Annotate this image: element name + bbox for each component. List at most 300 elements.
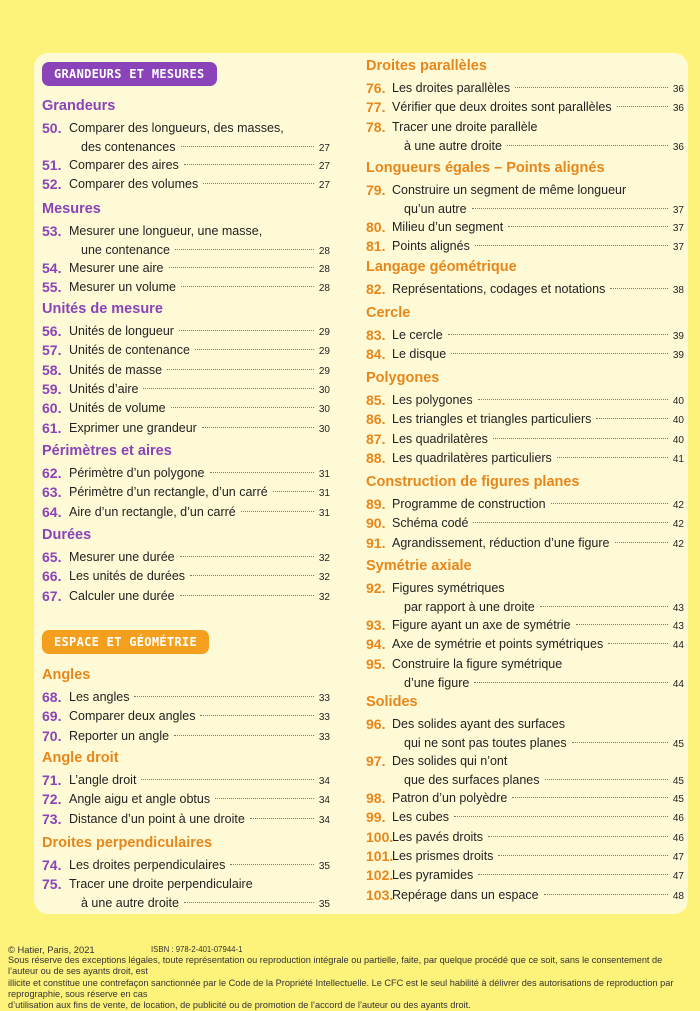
entry-title: Points alignés bbox=[392, 239, 470, 254]
entry-title: L’angle droit bbox=[69, 773, 137, 787]
entry-title: Le cercle bbox=[392, 328, 443, 342]
section-title: Angles bbox=[42, 667, 91, 683]
entry-number: 76. bbox=[366, 80, 386, 96]
page-number: 31 bbox=[318, 488, 330, 500]
entry-title: Schéma codé bbox=[392, 516, 469, 531]
toc-card bbox=[34, 53, 688, 914]
page-number: 34 bbox=[318, 776, 330, 787]
dot-leader bbox=[202, 427, 314, 428]
toc-entry[interactable] bbox=[366, 808, 684, 827]
entry-number: 81. bbox=[366, 238, 386, 255]
page-number: 27 bbox=[318, 180, 330, 192]
page-number: 46 bbox=[672, 813, 684, 825]
page-number: 32 bbox=[318, 591, 330, 603]
entry-title: Les droites parallèles bbox=[392, 81, 511, 95]
toc-entry[interactable] bbox=[366, 886, 684, 905]
dot-leader bbox=[610, 288, 668, 289]
page-number: 32 bbox=[318, 553, 330, 564]
entry-title: Comparer des volumes bbox=[69, 177, 199, 192]
entry-title: Les unités de durées bbox=[69, 569, 186, 584]
toc-entry[interactable] bbox=[366, 715, 684, 753]
toc-entry[interactable] bbox=[366, 345, 684, 364]
entry-title: Axe de symétrie et points symétriques bbox=[392, 637, 604, 652]
toc-entry[interactable] bbox=[366, 579, 684, 617]
toc-entry[interactable] bbox=[366, 218, 684, 237]
entry-number: 74. bbox=[42, 857, 62, 873]
toc-entry[interactable] bbox=[42, 567, 330, 586]
entry-title: Les prismes droits bbox=[392, 848, 494, 863]
toc-entry[interactable] bbox=[366, 237, 684, 256]
entry-number: 83. bbox=[366, 327, 386, 343]
dot-leader bbox=[572, 742, 668, 743]
entry-title: Les pavés droits bbox=[392, 829, 484, 844]
section-title: Polygones bbox=[366, 370, 440, 386]
page-number: 39 bbox=[672, 331, 684, 342]
entry-title: Le disque bbox=[392, 347, 447, 362]
toc-entry[interactable] bbox=[42, 875, 330, 913]
entry-title: Les quadrilatères bbox=[392, 431, 488, 446]
section-title: Durées bbox=[42, 527, 92, 543]
section-title: Solides bbox=[366, 694, 418, 710]
dot-leader bbox=[175, 249, 314, 250]
page-number: 40 bbox=[672, 434, 684, 446]
toc-entry[interactable] bbox=[42, 222, 330, 260]
dot-leader bbox=[615, 542, 668, 543]
entry-number: 69. bbox=[42, 708, 62, 725]
dot-leader bbox=[141, 779, 313, 780]
entry-number: 98. bbox=[366, 790, 386, 806]
page-number: 45 bbox=[672, 739, 684, 750]
entry-title: Unités d’aire bbox=[69, 381, 139, 396]
entry-number: 84. bbox=[366, 346, 386, 363]
page-number: 35 bbox=[318, 899, 330, 911]
entry-number: 87. bbox=[366, 430, 386, 447]
entry-number: 61. bbox=[42, 419, 62, 436]
page-number: 30 bbox=[318, 404, 330, 416]
page-number: 29 bbox=[318, 327, 330, 338]
entry-number: 51. bbox=[42, 157, 62, 173]
toc-entry[interactable] bbox=[366, 616, 684, 635]
entry-number: 53. bbox=[42, 223, 62, 239]
entry-title: Les droites perpendiculaires bbox=[69, 858, 226, 872]
toc-entry[interactable] bbox=[366, 828, 684, 847]
entry-title: Comparer des aires bbox=[69, 158, 179, 172]
dot-leader bbox=[498, 855, 667, 856]
dot-leader bbox=[184, 902, 314, 903]
section-title: Angle droit bbox=[42, 750, 119, 766]
page-number: 33 bbox=[318, 731, 330, 743]
entry-number: 77. bbox=[366, 99, 386, 116]
toc-entry[interactable] bbox=[366, 98, 684, 117]
entry-number: 64. bbox=[42, 503, 62, 520]
section-title: Langage géométrique bbox=[366, 259, 517, 275]
entry-number: 67. bbox=[42, 587, 62, 604]
entry-title: Calculer une durée bbox=[69, 588, 175, 603]
toc-entry[interactable] bbox=[366, 118, 684, 156]
entry-title: Programme de construction bbox=[392, 497, 546, 511]
page-number: 27 bbox=[318, 143, 330, 154]
toc-entry[interactable] bbox=[366, 391, 684, 410]
page-number: 36 bbox=[672, 84, 684, 95]
entry-number: 88. bbox=[366, 449, 386, 466]
section-title: Cercle bbox=[366, 305, 411, 321]
page-number: 45 bbox=[672, 776, 684, 787]
entry-title: Figures symétriques bbox=[392, 581, 505, 595]
page-number: 33 bbox=[318, 712, 330, 724]
toc-entry[interactable] bbox=[366, 430, 684, 449]
dot-leader bbox=[478, 399, 668, 400]
entry-number: 79. bbox=[366, 182, 386, 198]
entry-title: Angle aigu et angle obtus bbox=[69, 792, 211, 807]
entry-title: Aire d’un rectangle, d’un carré bbox=[69, 504, 236, 519]
entry-title: Les angles bbox=[69, 690, 130, 704]
entry-title: Mesurer un volume bbox=[69, 280, 176, 295]
entry-number: 70. bbox=[42, 727, 62, 744]
dot-leader bbox=[488, 836, 668, 837]
entry-number: 63. bbox=[42, 484, 62, 501]
page-number: 34 bbox=[318, 814, 330, 826]
entry-number: 78. bbox=[366, 118, 386, 135]
legal-line-3: d’utilisation aux fins de vente, de location, de publicité ou de promotion de l’accord de l’auteur ou des ayants droit. bbox=[8, 1000, 471, 1011]
entry-number: 62. bbox=[42, 465, 62, 481]
page-number: 30 bbox=[318, 384, 330, 396]
dot-leader bbox=[493, 438, 668, 439]
dot-leader bbox=[576, 624, 668, 625]
dot-leader bbox=[230, 864, 314, 865]
banner-grandeurs-et-mesures: GRANDEURS ET MESURES bbox=[42, 62, 217, 86]
page-number: 34 bbox=[318, 795, 330, 807]
entry-title: Tracer une droite parallèle bbox=[392, 119, 538, 134]
toc-entry[interactable] bbox=[42, 278, 330, 297]
dot-leader bbox=[171, 407, 314, 408]
page-number: 37 bbox=[672, 205, 684, 216]
entry-number: 101. bbox=[366, 847, 394, 864]
dot-leader bbox=[608, 643, 668, 644]
page-number: 28 bbox=[318, 264, 330, 275]
toc-entry[interactable] bbox=[366, 326, 684, 345]
section-title: Construction de figures planes bbox=[366, 474, 580, 490]
toc-entry[interactable] bbox=[42, 399, 330, 418]
entry-title: Unités de volume bbox=[69, 401, 166, 416]
dot-leader bbox=[174, 735, 314, 736]
entry-title: Unités de masse bbox=[69, 362, 163, 377]
entry-number: 72. bbox=[42, 791, 62, 808]
dot-leader bbox=[596, 418, 667, 419]
section-title: Grandeurs bbox=[42, 98, 116, 114]
entry-number: 97. bbox=[366, 753, 386, 769]
page-number: 36 bbox=[672, 141, 684, 153]
dot-leader bbox=[507, 145, 668, 146]
entry-number: 58. bbox=[42, 361, 62, 378]
entry-title: Les pyramides bbox=[392, 868, 474, 883]
toc-entry[interactable] bbox=[366, 866, 684, 885]
dot-leader bbox=[273, 491, 314, 492]
toc-entry[interactable] bbox=[42, 259, 330, 278]
toc-entry[interactable] bbox=[366, 449, 684, 468]
dot-leader bbox=[557, 457, 668, 458]
dot-leader bbox=[512, 797, 668, 798]
copyright: © Hatier, Paris, 2021 bbox=[8, 944, 95, 955]
dot-leader bbox=[508, 226, 668, 227]
dot-leader bbox=[515, 87, 668, 88]
entry-title: Construire un segment de même longueur bbox=[392, 183, 627, 197]
entry-number: 99. bbox=[366, 809, 386, 826]
entry-title-continued: à une autre droite bbox=[404, 138, 502, 153]
toc-entry[interactable] bbox=[366, 280, 684, 299]
entry-title-continued: par rapport à une droite bbox=[404, 600, 535, 614]
entry-title: Comparer deux angles bbox=[69, 709, 196, 724]
entry-number: 66. bbox=[42, 568, 62, 585]
entry-number: 100. bbox=[366, 828, 394, 845]
dot-leader bbox=[241, 511, 314, 512]
entry-title-continued: qui ne sont pas toutes planes bbox=[404, 736, 567, 750]
toc-entry[interactable] bbox=[42, 322, 330, 341]
toc-entry[interactable] bbox=[42, 707, 330, 726]
entry-number: 56. bbox=[42, 323, 62, 339]
entry-title: Repérage dans un espace bbox=[392, 887, 539, 902]
page-number: 27 bbox=[318, 161, 330, 172]
dot-leader bbox=[454, 816, 668, 817]
entry-title: Mesurer une aire bbox=[69, 261, 164, 275]
section-title: Droites perpendiculaires bbox=[42, 835, 213, 851]
toc-entry[interactable] bbox=[42, 419, 330, 438]
page-number: 36 bbox=[672, 103, 684, 115]
dot-leader bbox=[169, 267, 314, 268]
entry-number: 95. bbox=[366, 655, 386, 672]
entry-title-continued: qu’un autre bbox=[404, 202, 467, 216]
entry-number: 65. bbox=[42, 549, 62, 565]
section-title: Droites parallèles bbox=[366, 58, 487, 74]
entry-number: 52. bbox=[42, 176, 62, 193]
section-title: Périmètres et aires bbox=[42, 443, 172, 459]
toc-entry[interactable] bbox=[42, 483, 330, 502]
entry-title: Reporter un angle bbox=[69, 728, 170, 743]
page-number: 44 bbox=[672, 640, 684, 652]
toc-entry[interactable] bbox=[366, 410, 684, 429]
entry-title: Des solides ayant des surfaces bbox=[392, 717, 566, 731]
dot-leader bbox=[181, 286, 314, 287]
entry-title: Représentations, codages et notations bbox=[392, 282, 606, 296]
dot-leader bbox=[540, 606, 668, 607]
toc-entry[interactable] bbox=[366, 752, 684, 790]
dot-leader bbox=[195, 349, 314, 350]
page-number: 42 bbox=[672, 500, 684, 511]
entry-number: 103. bbox=[366, 886, 394, 903]
entry-title: Des solides qui n’ont bbox=[392, 754, 508, 768]
toc-entry[interactable] bbox=[42, 119, 330, 157]
entry-title: Construire la figure symétrique bbox=[392, 656, 563, 671]
banner-espace-et-geometrie: ESPACE ET GÉOMÉTRIE bbox=[42, 630, 209, 654]
dot-leader bbox=[184, 164, 314, 165]
toc-entry[interactable] bbox=[366, 181, 684, 219]
toc-entry[interactable] bbox=[42, 503, 330, 522]
dot-leader bbox=[203, 183, 314, 184]
entry-title: Unités de longueur bbox=[69, 324, 174, 338]
toc-entry[interactable] bbox=[366, 789, 684, 808]
dot-leader bbox=[451, 353, 668, 354]
toc-entry[interactable] bbox=[42, 771, 330, 790]
entry-title: Mesurer une durée bbox=[69, 550, 175, 564]
dot-leader bbox=[617, 106, 668, 107]
toc-entry[interactable] bbox=[42, 727, 330, 746]
entry-title-continued: des contenances bbox=[81, 140, 176, 154]
dot-leader bbox=[210, 472, 314, 473]
page-number: 29 bbox=[318, 365, 330, 377]
toc-entry[interactable] bbox=[42, 341, 330, 360]
page-number: 37 bbox=[672, 223, 684, 234]
entry-title-continued: à une autre droite bbox=[81, 896, 179, 911]
entry-number: 80. bbox=[366, 219, 386, 235]
toc-entry[interactable] bbox=[42, 856, 330, 875]
page-number: 40 bbox=[672, 396, 684, 407]
entry-number: 54. bbox=[42, 260, 62, 276]
page-number: 28 bbox=[318, 283, 330, 295]
page-number: 44 bbox=[672, 678, 684, 690]
dot-leader bbox=[473, 522, 667, 523]
toc-entry[interactable] bbox=[42, 548, 330, 567]
page-number: 45 bbox=[672, 794, 684, 805]
entry-title: Exprimer une grandeur bbox=[69, 420, 197, 435]
page-number: 46 bbox=[672, 832, 684, 844]
entry-title: Périmètre d’un rectangle, d’un carré bbox=[69, 485, 268, 500]
toc-entry[interactable] bbox=[42, 156, 330, 175]
entry-number: 102. bbox=[366, 867, 394, 884]
toc-entry[interactable] bbox=[366, 514, 684, 533]
section-title: Symétrie axiale bbox=[366, 558, 472, 574]
entry-number: 55. bbox=[42, 279, 62, 296]
entry-title-continued: d’une figure bbox=[404, 675, 470, 690]
dot-leader bbox=[180, 556, 314, 557]
toc-entry[interactable] bbox=[42, 175, 330, 194]
dot-leader bbox=[215, 798, 314, 799]
page-number: 39 bbox=[672, 350, 684, 362]
page-number: 43 bbox=[672, 621, 684, 632]
page-number: 30 bbox=[318, 423, 330, 435]
page-number: 47 bbox=[672, 871, 684, 883]
dot-leader bbox=[551, 503, 668, 504]
entry-title: Périmètre d’un polygone bbox=[69, 466, 205, 480]
entry-title: Unités de contenance bbox=[69, 343, 190, 358]
entry-title: Milieu d’un segment bbox=[392, 220, 504, 234]
toc-entry[interactable] bbox=[42, 464, 330, 483]
page-number: 38 bbox=[672, 285, 684, 296]
toc-entry[interactable] bbox=[366, 534, 684, 553]
isbn: ISBN : 978-2-401-07944-1 bbox=[151, 945, 243, 954]
entry-title: Tracer une droite perpendiculaire bbox=[69, 877, 253, 892]
entry-number: 82. bbox=[366, 281, 386, 297]
toc-entry[interactable] bbox=[42, 810, 330, 829]
entry-number: 50. bbox=[42, 120, 62, 136]
page-number: 40 bbox=[672, 415, 684, 427]
entry-number: 60. bbox=[42, 400, 62, 417]
entry-number: 57. bbox=[42, 342, 62, 359]
page-number: 32 bbox=[318, 572, 330, 584]
dot-leader bbox=[448, 334, 668, 335]
entry-title-continued: une contenance bbox=[81, 243, 170, 257]
page-number: 28 bbox=[318, 246, 330, 257]
entry-number: 75. bbox=[42, 876, 62, 893]
dot-leader bbox=[134, 696, 313, 697]
page-number: 42 bbox=[672, 538, 684, 550]
dot-leader bbox=[474, 682, 668, 683]
page-number: 37 bbox=[672, 242, 684, 254]
toc-entry[interactable] bbox=[366, 635, 684, 654]
page-number: 43 bbox=[672, 603, 684, 614]
page-number: 31 bbox=[318, 507, 330, 519]
entry-number: 93. bbox=[366, 617, 386, 633]
toc-entry[interactable] bbox=[42, 688, 330, 707]
entry-title: Les cubes bbox=[392, 810, 449, 825]
entry-title: Distance d’un point à une droite bbox=[69, 811, 245, 826]
entry-title: Comparer des longueurs, des masses, bbox=[69, 121, 284, 135]
dot-leader bbox=[478, 874, 668, 875]
toc-entry[interactable] bbox=[42, 790, 330, 809]
section-title: Longueurs égales – Points alignés bbox=[366, 160, 605, 176]
dot-leader bbox=[472, 208, 668, 209]
entry-number: 91. bbox=[366, 534, 386, 551]
entry-number: 96. bbox=[366, 716, 386, 732]
entry-title: Agrandissement, réduction d’une figure bbox=[392, 535, 610, 550]
toc-entry[interactable] bbox=[42, 361, 330, 380]
entry-number: 85. bbox=[366, 392, 386, 408]
legal-footer bbox=[8, 944, 694, 1011]
dot-leader bbox=[181, 146, 314, 147]
entry-title: Patron d’un polyèdre bbox=[392, 791, 508, 805]
page-number: 33 bbox=[318, 693, 330, 704]
dot-leader bbox=[167, 369, 314, 370]
dot-leader bbox=[475, 245, 668, 246]
dot-leader bbox=[179, 330, 314, 331]
toc-entry[interactable] bbox=[42, 587, 330, 606]
toc-entry[interactable] bbox=[366, 847, 684, 866]
page-number: 35 bbox=[318, 861, 330, 872]
page-number: 31 bbox=[318, 469, 330, 480]
page-number: 29 bbox=[318, 346, 330, 358]
toc-entry[interactable] bbox=[42, 380, 330, 399]
toc-entry[interactable] bbox=[366, 655, 684, 693]
entry-number: 92. bbox=[366, 580, 386, 596]
entry-title: Les quadrilatères particuliers bbox=[392, 450, 552, 465]
entry-number: 59. bbox=[42, 380, 62, 397]
section-title: Mesures bbox=[42, 201, 101, 217]
dot-leader bbox=[180, 595, 314, 596]
entry-number: 86. bbox=[366, 411, 386, 428]
dot-leader bbox=[190, 575, 314, 576]
section-title: Unités de mesure bbox=[42, 301, 163, 317]
entry-title: Figure ayant un axe de symétrie bbox=[392, 618, 571, 632]
entry-title: Les polygones bbox=[392, 393, 473, 407]
page-number: 41 bbox=[672, 453, 684, 465]
toc-entry[interactable] bbox=[366, 495, 684, 514]
entry-number: 71. bbox=[42, 772, 62, 788]
dot-leader bbox=[544, 894, 668, 895]
page-number: 48 bbox=[672, 890, 684, 902]
entry-number: 73. bbox=[42, 810, 62, 827]
toc-entry[interactable] bbox=[366, 79, 684, 98]
page-number: 47 bbox=[672, 851, 684, 863]
entry-title-continued: que des surfaces planes bbox=[404, 773, 540, 787]
entry-number: 89. bbox=[366, 496, 386, 512]
entry-number: 94. bbox=[366, 636, 386, 653]
entry-number: 90. bbox=[366, 515, 386, 532]
legal-line-1: Sous réserve des exceptions légales, toute représentation ou reproduction intégrale ou partielle, faite, par quelque procédé que ce soit, sans le consentement de l’auteur ou de ses ayants droit, est bbox=[8, 955, 663, 977]
dot-leader bbox=[143, 388, 313, 389]
entry-title: Les triangles et triangles particuliers bbox=[392, 412, 592, 427]
dot-leader bbox=[200, 715, 313, 716]
page-number: 42 bbox=[672, 519, 684, 531]
entry-number: 68. bbox=[42, 689, 62, 705]
dot-leader bbox=[250, 818, 314, 819]
